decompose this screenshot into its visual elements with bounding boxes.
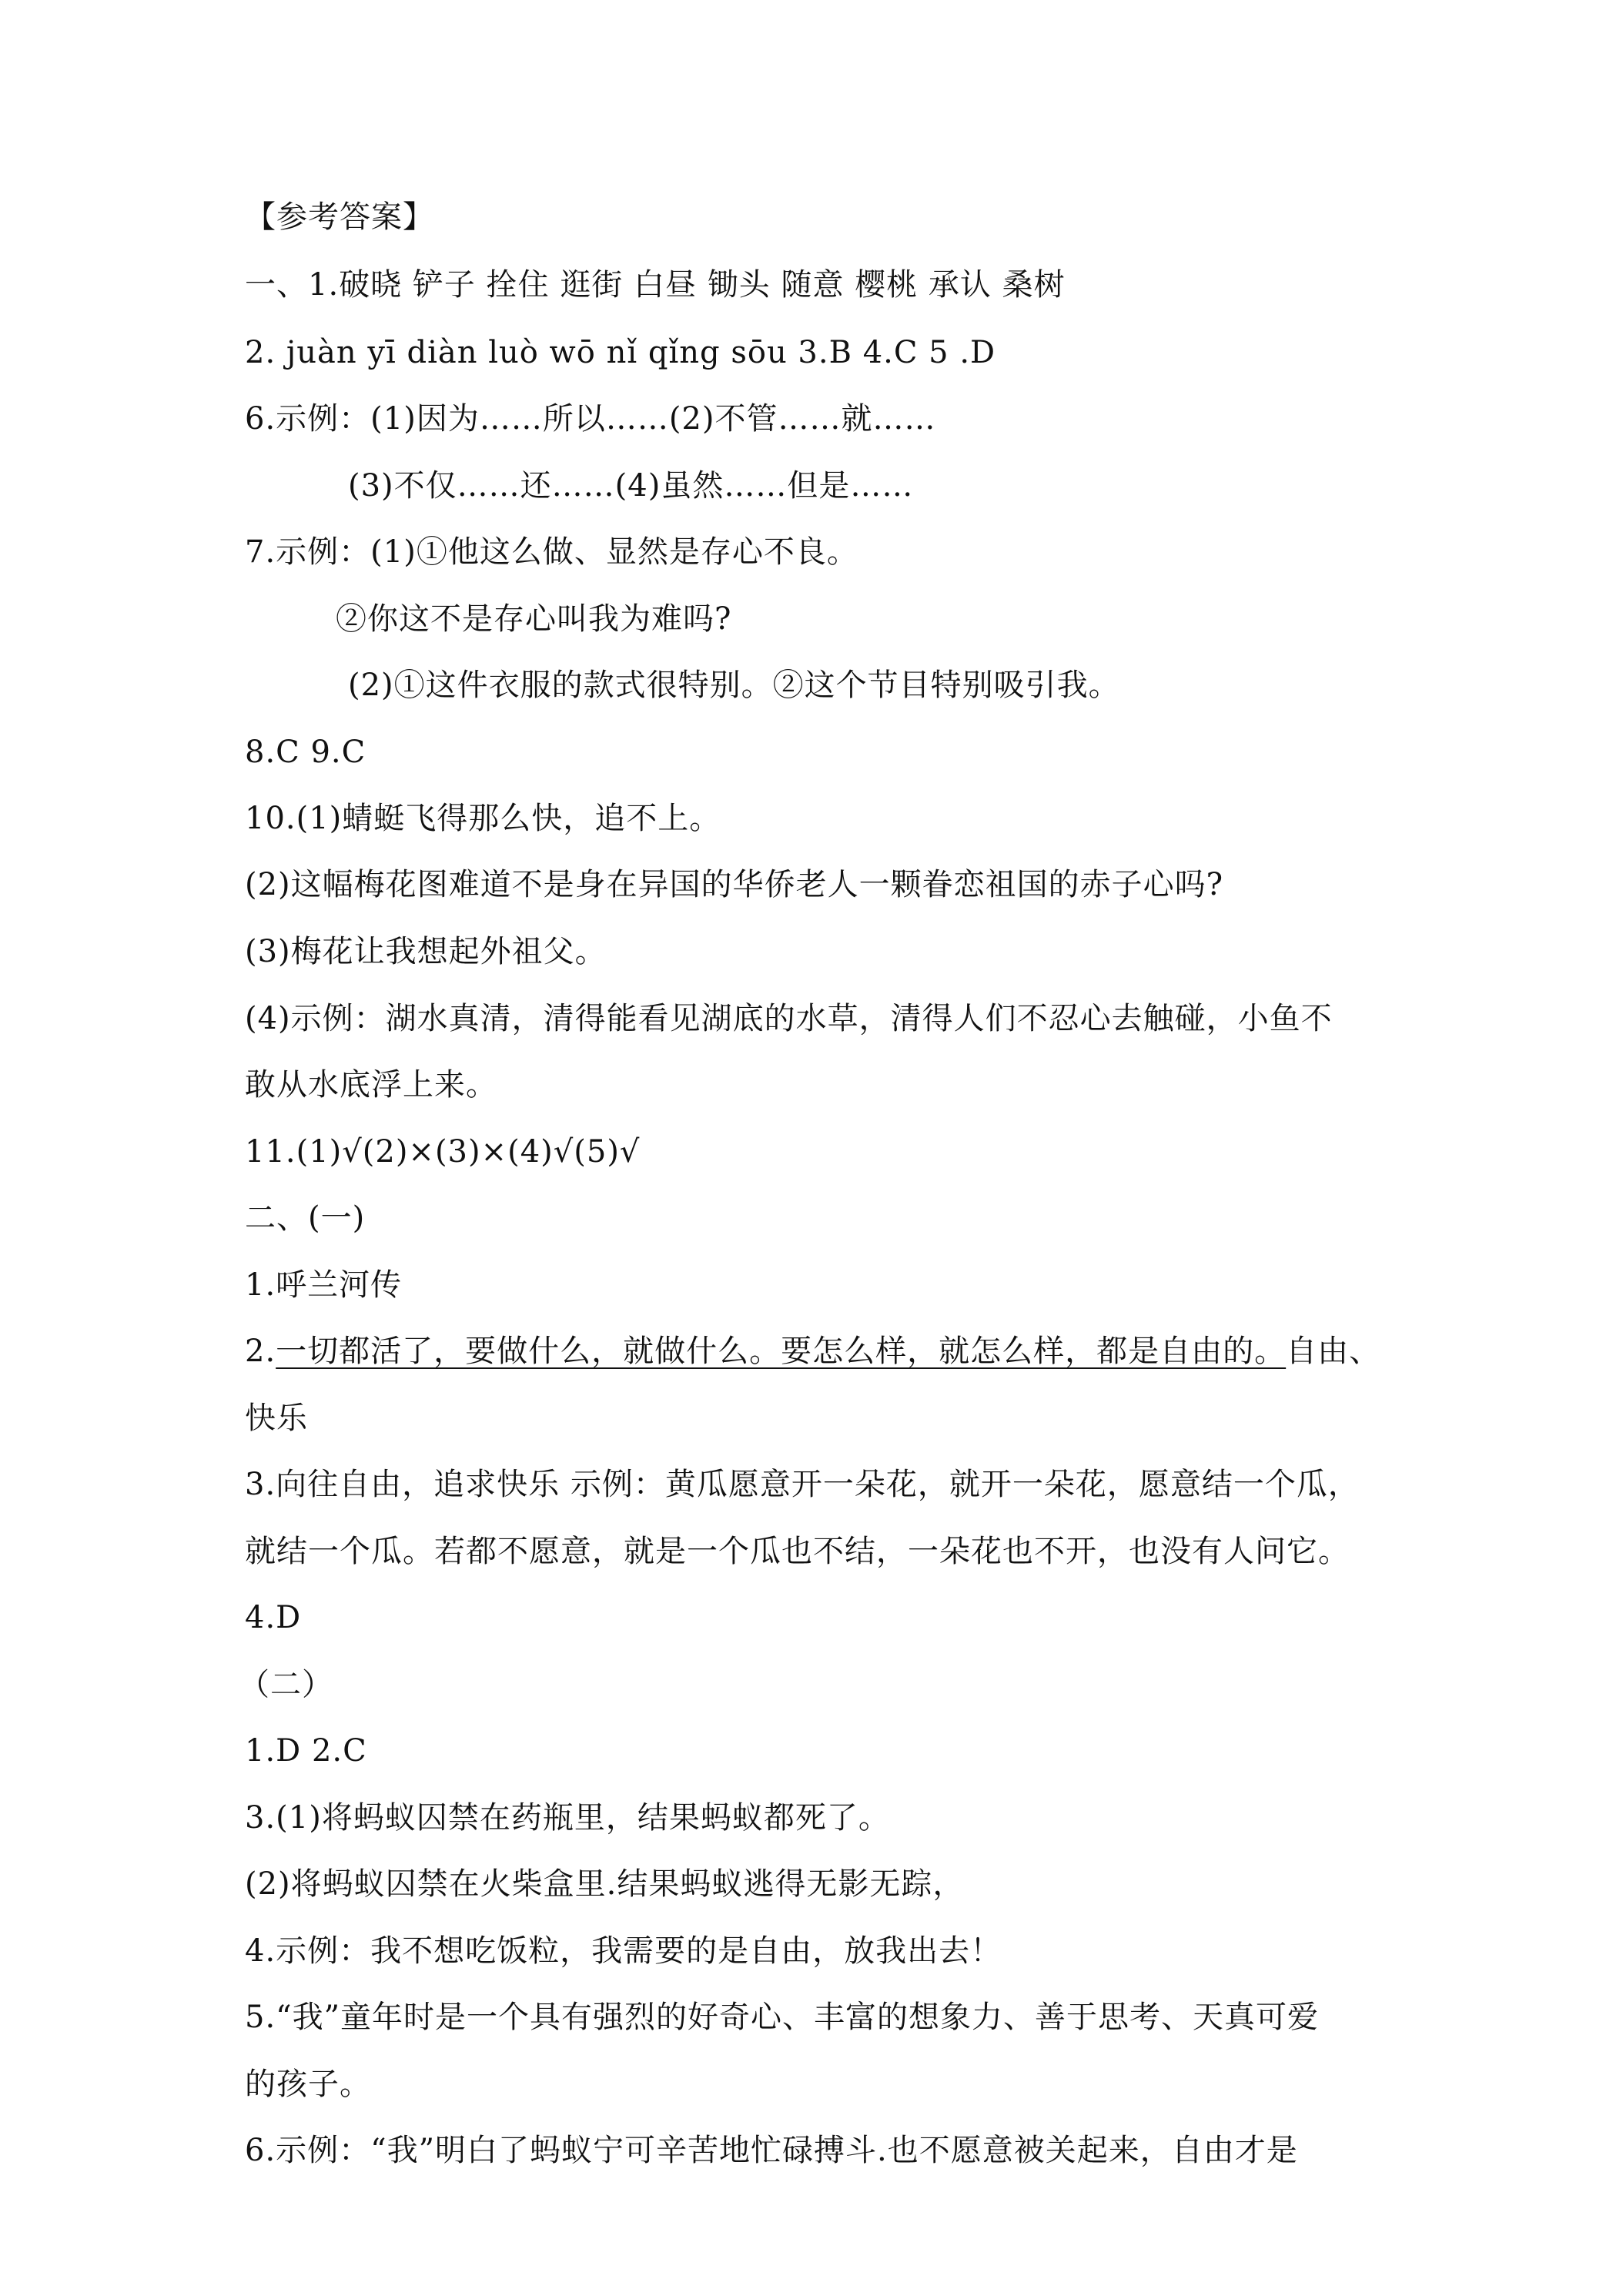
section1-q10-2: (2)这幅梅花图难道不是身在异国的华侨老人一颗眷恋祖国的赤子心吗? (245, 867, 1224, 902)
section1-q6-line1: 6.示例：(1)因为……所以……(2)不管……就…… (245, 401, 936, 437)
section1-q11: 11.(1)√(2)×(3)×(4)√(5)√ (245, 1134, 641, 1170)
section1-q10-4-line1: (4)示例：湖水真清，清得能看见湖底的水草，清得人们不忍心去触碰，小鱼不 (245, 1001, 1333, 1036)
q2-number: 2. (245, 1334, 276, 1369)
section1-q6-line2: (3)不仅……还……(4)虽然……但是…… (348, 468, 914, 504)
section1-q10-1: 10.(1)蜻蜓飞得那么快，追不上。 (245, 801, 721, 836)
section2-part1-q3-line2: 就结一个瓜。若都不愿意，就是一个瓜也不结，一朵花也不开，也没有人问它。 (245, 1534, 1350, 1569)
section2-part2-q1-2: 1.D 2.C (245, 1733, 367, 1769)
section2-part1-q2-line1 (245, 1333, 1380, 1370)
section1-q7-line2: ②你这不是存心叫我为难吗? (336, 601, 732, 637)
section2-part2-q5-line1: 5.“我”童年时是一个具有强烈的好奇心、丰富的想象力、善于思考、天真可爱 (245, 2000, 1320, 2035)
q2-suffix: 自由、 (1286, 1334, 1381, 1369)
section1-q10-4-line2: 敢从水底浮上来。 (245, 1067, 497, 1103)
section1-q7-line3: (2)①这件衣服的款式很特别。②这个节目特别吸引我。 (348, 668, 1120, 703)
section2-part2-q3-1: 3.(1)将蚂蚁囚禁在药瓶里，结果蚂蚁都死了。 (245, 1800, 890, 1836)
section1-q7-line1: 7.示例：(1)①他这么做、显然是存心不良。 (245, 534, 858, 570)
section2-part1-q2-line2: 快乐 (245, 1401, 308, 1436)
section1-q2-5: 2. juàn yī diàn luò wō nǐ qǐng sōu 3.B 4.C 5 .D (245, 335, 996, 370)
section1-q1: 一、1.破晓 铲子 拴住 逛街 白昼 锄头 随意 樱桃 承认 桑树 (245, 267, 1066, 303)
section2-part1-heading: 二、(一) (245, 1200, 366, 1236)
q2-underlined-answer: 一切都活了，要做什么，就做什么。要怎么样，就怎么样，都是自由的。 (276, 1334, 1287, 1369)
section1-q8-9: 8.C 9.C (245, 735, 366, 770)
heading-reference-answers: 【参考答案】 (245, 199, 434, 235)
section1-q10-3: (3)梅花让我想起外祖父。 (245, 934, 607, 969)
section2-part1-q3-line1: 3.向往自由，追求快乐 示例：黄瓜愿意开一朵花，就开一朵花，愿意结一个瓜， (245, 1467, 1360, 1502)
section2-part2-heading: （二） (239, 1667, 333, 1702)
section2-part1-q1: 1.呼兰河传 (245, 1267, 403, 1303)
section2-part2-q4: 4.示例：我不想吃饭粒，我需要的是自由，放我出去！ (245, 1933, 1002, 1969)
section2-part1-q4: 4.D (245, 1600, 302, 1635)
section2-part2-q6-line1: 6.示例：“我”明白了蚂蚁宁可辛苦地忙碌搏斗.也不愿意被关起来，自由才是 (245, 2133, 1298, 2168)
section2-part2-q5-line2: 的孩子。 (245, 2067, 371, 2102)
section2-part2-q3-2: (2)将蚂蚁囚禁在火柴盒里.结果蚂蚁逃得无影无踪， (245, 1866, 965, 1902)
